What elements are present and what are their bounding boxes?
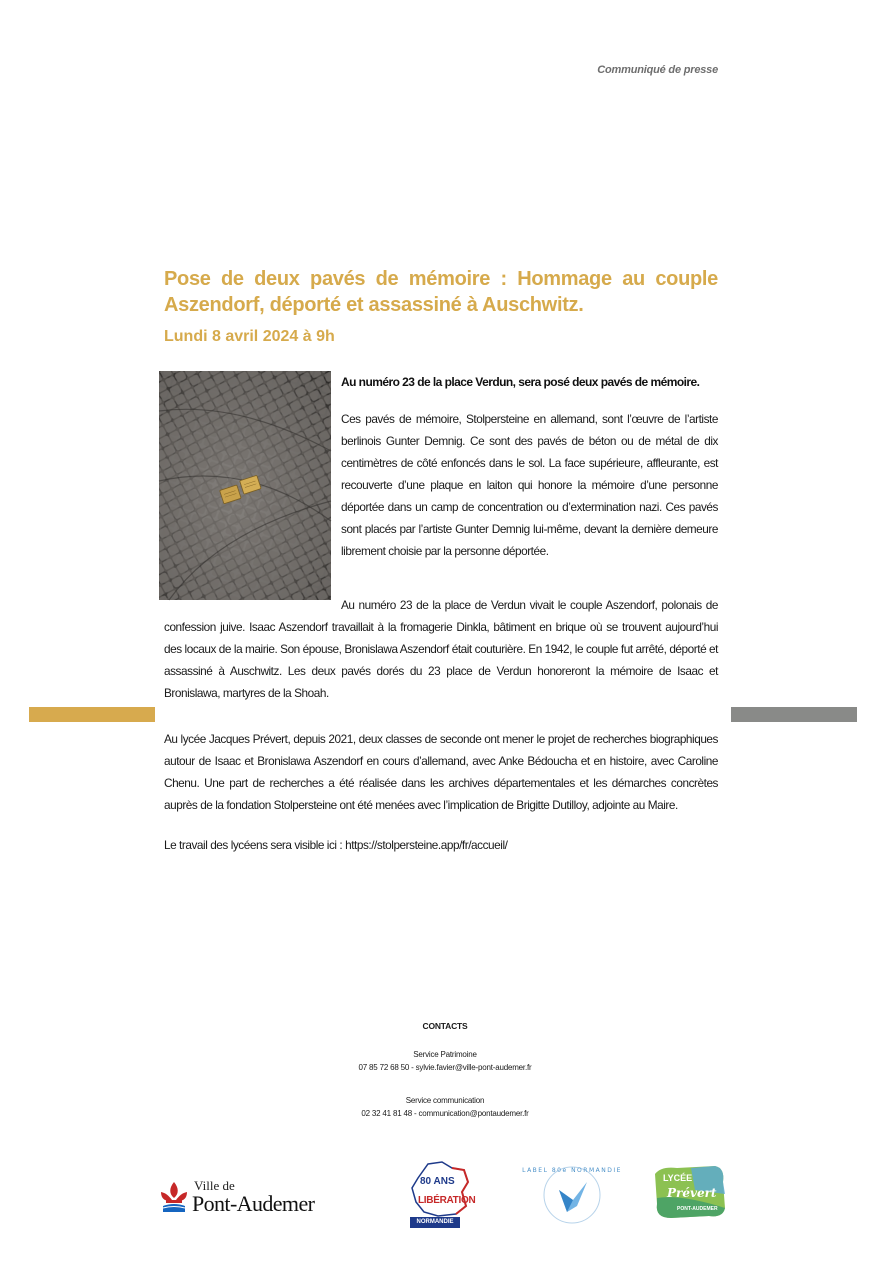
contact-service: Service communication [405,1096,485,1105]
paragraph-aszendorf: Au numéro 23 de la place de Verdun vivait le couple Aszendorf, polonais de confession juive. Isaac Aszendorf travaillait à la fromagerie Dinkla, bâtiment en brique où se trouvent aujourd’hui des locaux de la mairie. Son épouse, Bronislawa Aszendorf était couturière. En 1942, le couple fut arrêté, déporté et assassiné à Auschwitz. Les deux pavés dorés du 23 place de Verdun honoreront la mémoire de Isaac et Bronislawa, martyres de la Shoah. [164,598,718,700]
paragraph-lycee-project: Au lycée Jacques Prévert, depuis 2021, deux classes de seconde ont mener le projet de recherches biographiques autour de Isaac et Bronislawa Aszendorf en cours d’allemand, avec Anke Bédoucha et en histoire, avec Caroline Chenu. Une part de recherches a été réalisée dans les archives départementales et les démarches concrètes auprès de la fondation Stolpersteine ont été menées avec l’implication de Brigitte Dutilloy, adjointe au Maire. [164,732,718,812]
lead-sentence: Au numéro 23 de la place Verdun, sera posé deux pavés de mémoire. [341,375,700,389]
contacts-heading: CONTACTS [422,1021,468,1031]
lycee-prevert-logo: LYCÉE Prévert PONT-AUDEMER [651,1164,727,1220]
liberation-80-logo: 80 ANS LIBÉRATION NORMANDIE [408,1162,480,1232]
label-80-normandie-logo [522,1160,622,1230]
paragraph-stolpersteine: Ces pavés de mémoire, Stolpersteine en allemand, sont l’œuvre de l’artiste berlinois Gunter Demnig. Ce sont des pavés de béton ou de métal de dix centimètres de côté enfoncés dans le sol. La face supérieure, affleurante, est recouverte d’une plaque en laiton qui honore la mémoire d’une personne déportée dans un camp de concentration ou d’extermination nazi. Ces pavés sont placés par l’artiste Gunter Demnig lui-même, devant la dernière demeure librement choisie par la personne déportée. [341,412,718,558]
contact-details: 02 32 41 81 48 - communication@pontaudemer.fr [361,1109,529,1118]
contact-patrimoine [0,1048,890,1074]
contacts-section [0,1020,890,1140]
event-date: Lundi 8 avril 2024 à 9h [164,328,335,345]
svg-text:LABEL 80e NORMANDIE: LABEL 80e NORMANDIE [522,1167,622,1174]
document-type-label: Communiqué de presse [597,64,718,76]
fleur-de-lis-icon [157,1180,191,1214]
contact-communication [0,1094,890,1120]
contact-service: Service Patrimoine [413,1050,477,1059]
cobblestone-photo [159,371,331,600]
france-map-icon [408,1162,480,1218]
paragraph-website: Le travail des lycéens sera visible ici : https://stolpersteine.app/fr/accueil/ [164,838,508,852]
contact-details: 07 85 72 68 50 - sylvie.favier@ville-pont-audemer.fr [358,1063,532,1072]
decorative-bar-gray [731,707,857,722]
page-title: Pose de deux pavés de mémoire : Hommage au couple Aszendorf, déporté et assassiné à Auschwitz. [164,268,718,316]
decorative-bar-gold [29,707,155,722]
ville-pont-audemer-logo: Ville de Pont-Audemer [157,1176,357,1220]
intro-block [341,371,718,562]
